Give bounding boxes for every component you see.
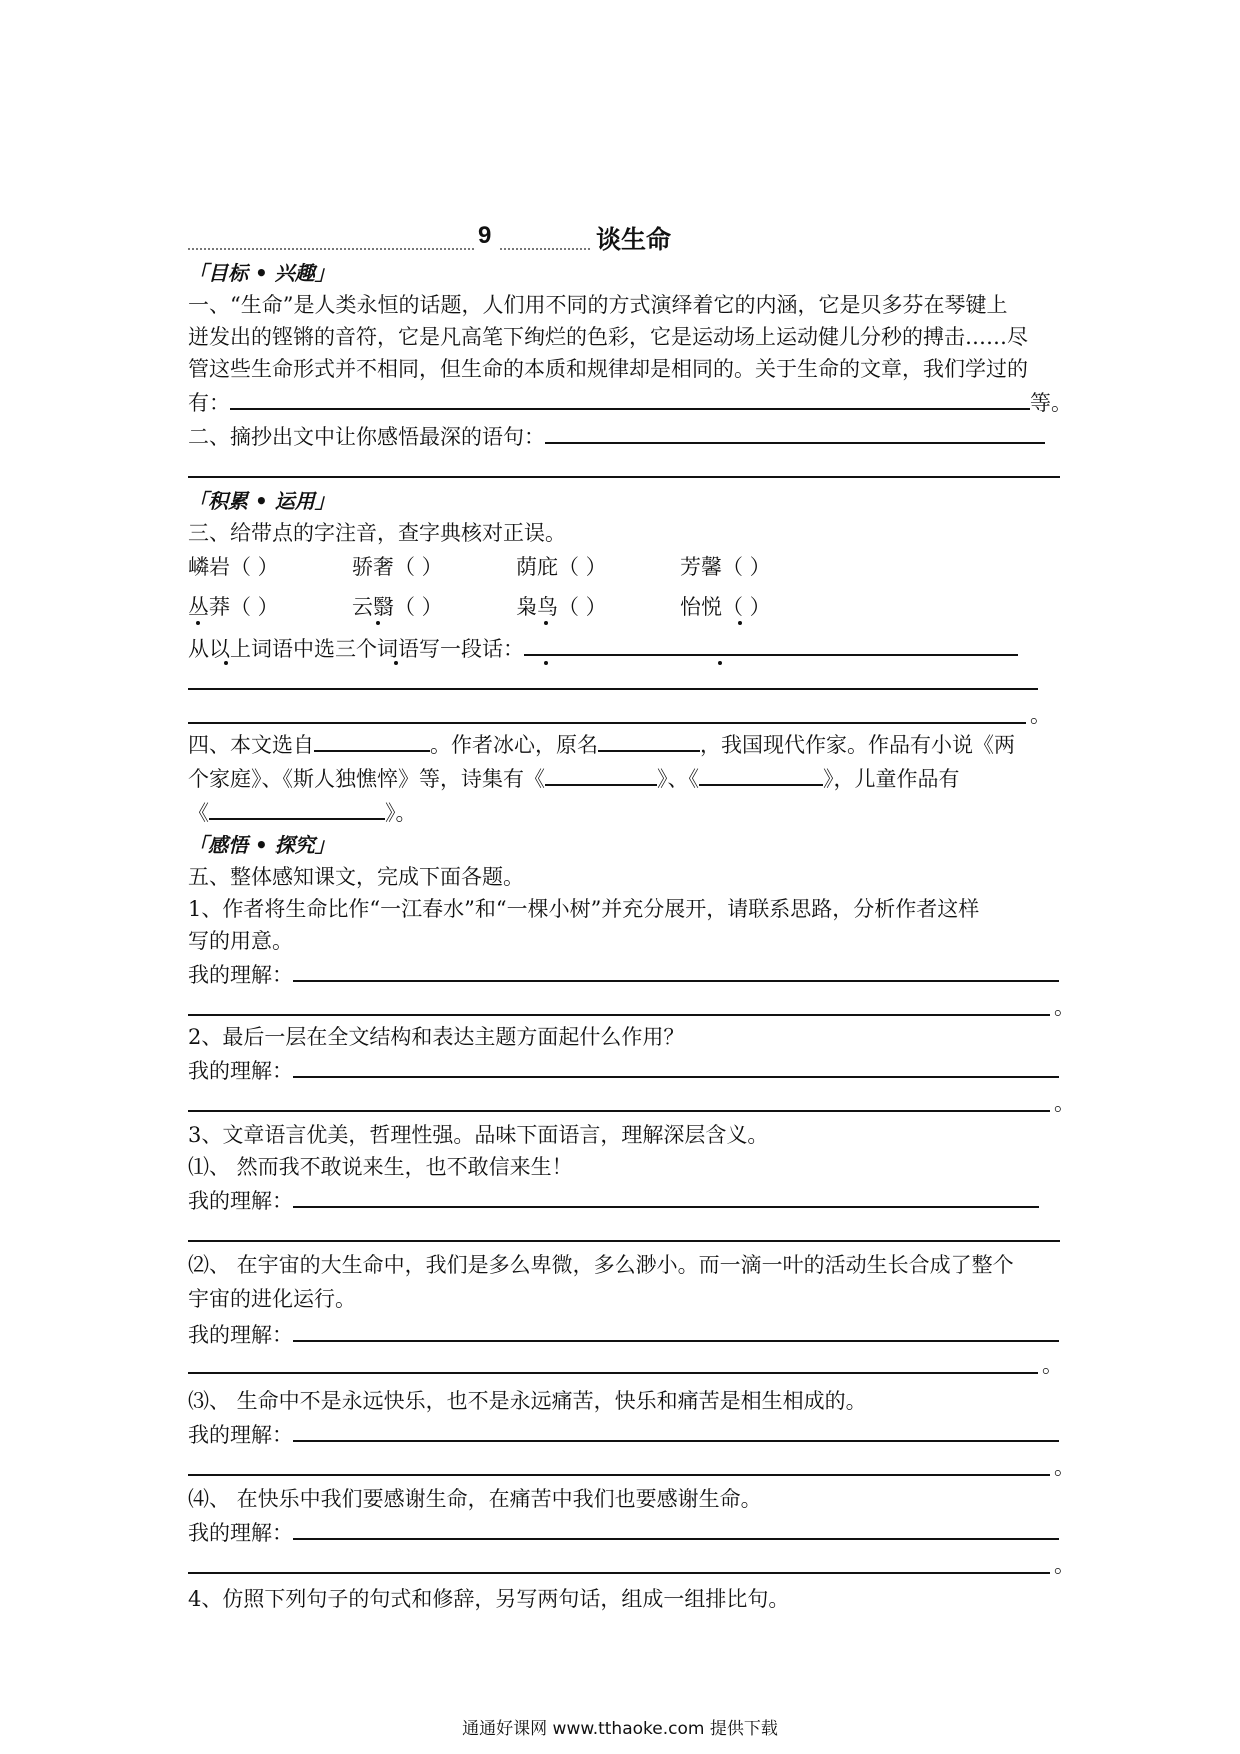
page-title: 谈生命 (596, 225, 672, 254)
word-item: 云翳（ ） (352, 595, 443, 619)
answer-label: 我的理解： (188, 963, 293, 987)
answer-line[interactable] (188, 1474, 1050, 1476)
q4-text: ，我国现代作家。作品有小说《两 (700, 733, 1015, 757)
q5-4: 4、仿照下列句子的句式和修辞，另写两句话，组成一组排比句。 (188, 1587, 790, 1611)
answer-line[interactable] (188, 722, 1026, 724)
leader-dots (500, 248, 590, 250)
word-item: 嶙岩（ ） (188, 555, 279, 579)
q2-prompt: 二、摘抄出文中让你感悟最深的语句： (188, 425, 545, 449)
q4-text: 》，儿童作品有 (823, 767, 960, 791)
q1-suffix: 等。 (1030, 391, 1072, 415)
q4-line3 (188, 796, 417, 828)
sentence-1: ⑴、 然而我不敢说来生，也不敢信来生！ (188, 1155, 573, 1179)
answer-blank[interactable] (209, 796, 385, 820)
answer-line-row (188, 1184, 1039, 1216)
answer-line-row (188, 1054, 1059, 1086)
section-heading: 「感悟 • 探究」 (188, 833, 335, 857)
word-item: 怡悦（ ） (680, 595, 771, 619)
period: 。 (1054, 1091, 1075, 1115)
q4-text: 》、《 (657, 767, 699, 791)
q5-1-line2: 写的用意。 (188, 929, 293, 953)
answer-blank[interactable] (293, 1516, 1059, 1540)
emphasis-dot (376, 621, 380, 625)
sentence-3: ⑶、 生命中不是永远快乐，也不是永远痛苦，快乐和痛苦是相生相成的。 (188, 1389, 867, 1413)
word-item: 枭鸟（ ） (516, 595, 607, 619)
answer-blank[interactable] (699, 762, 823, 786)
section-heading: 「积累 • 运用」 (188, 489, 335, 513)
answer-blank[interactable] (293, 958, 1059, 982)
word-item: 骄奢（ ） (352, 555, 443, 579)
answer-label: 我的理解： (188, 1423, 293, 1447)
answer-label: 我的理解： (188, 1189, 293, 1213)
answer-blank[interactable] (545, 762, 657, 786)
q4-line1 (188, 728, 1015, 760)
emphasis-dot (544, 621, 548, 625)
answer-line[interactable] (188, 1240, 1060, 1242)
answer-line[interactable] (188, 688, 1038, 690)
leader-dots (188, 248, 474, 250)
q5-3: 3、文章语言优美，哲理性强。品味下面语言，理解深层含义。 (188, 1123, 769, 1147)
word-row (188, 592, 844, 622)
answer-line-row (188, 958, 1059, 990)
q1-line1: 一、“生命”是人类永恒的话题，人们用不同的方式演绎着它的内涵，它是贝多芬在琴键上 (188, 293, 1008, 317)
answer-blank[interactable] (314, 728, 430, 752)
q5-prompt: 五、整体感知课文，完成下面各题。 (188, 865, 524, 889)
q1-line2: 迸发出的铿锵的音符，它是凡高笔下绚烂的色彩，它是运动场上运动健儿分秒的搏击……尽 (188, 325, 1028, 349)
word-item: 丛莽（ ） (188, 595, 279, 619)
word-item: 芳馨（ ） (680, 555, 771, 579)
answer-line[interactable] (188, 1110, 1050, 1112)
q3-write-prompt: 从以上词语中选三个词语写一段话： (188, 637, 524, 661)
q4-line2 (188, 762, 960, 794)
answer-line-row (188, 1418, 1059, 1450)
section-heading: 「目标 • 兴趣」 (188, 261, 335, 285)
word-item: 荫庇（ ） (516, 555, 607, 579)
answer-line[interactable] (188, 476, 1060, 478)
q1-line4 (188, 386, 1072, 418)
title-row (188, 222, 828, 256)
q1-line3: 管这些生命形式并不相同，但生命的本质和规律却是相同的。关于生命的文章，我们学过的 (188, 357, 1028, 381)
period: 。 (1042, 1353, 1063, 1377)
lesson-number: 9 (478, 222, 492, 249)
footer: 通通好课网 www.tthaoke.com 提供下载 (462, 1719, 778, 1739)
answer-blank[interactable] (524, 632, 1018, 656)
q5-2: 2、最后一层在全文结构和表达主题方面起什么作用？ (188, 1025, 685, 1049)
answer-line-row (188, 1516, 1059, 1548)
answer-blank[interactable] (293, 1054, 1059, 1078)
emphasis-dot (196, 621, 200, 625)
period: 。 (1054, 1553, 1075, 1577)
period: 。 (1054, 995, 1075, 1019)
q4-text: 》。 (385, 801, 417, 825)
answer-blank[interactable] (293, 1184, 1039, 1208)
sentence-2-line2: 宇宙的进化运行。 (188, 1287, 356, 1311)
answer-line[interactable] (188, 1572, 1050, 1574)
period: 。 (1054, 1455, 1075, 1479)
sentence-4: ⑷、 在快乐中我们要感谢生命，在痛苦中我们也要感谢生命。 (188, 1487, 762, 1511)
q4-text: 四、本文选自 (188, 733, 314, 757)
answer-line[interactable] (188, 1372, 1038, 1374)
answer-line[interactable] (188, 1014, 1050, 1016)
answer-blank[interactable] (545, 420, 1045, 444)
q4-text: 个家庭》、《斯人独憔悴》等，诗集有《 (188, 767, 545, 791)
q3-write-line (188, 632, 1018, 664)
q4-text: 《 (188, 801, 209, 825)
q1-prefix: 有： (188, 391, 230, 415)
q5-1-line1: 1、作者将生命比作“一江春水”和“一棵小树”并充分展开，请联系思路，分析作者这样 (188, 897, 980, 921)
q2-line (188, 420, 1045, 452)
answer-line-row (188, 1318, 1059, 1350)
answer-blank[interactable] (230, 386, 1030, 410)
q4-text: 。作者冰心，原名 (430, 733, 598, 757)
answer-label: 我的理解： (188, 1059, 293, 1083)
answer-label: 我的理解： (188, 1323, 293, 1347)
answer-blank[interactable] (598, 728, 700, 752)
word-row (188, 552, 844, 582)
answer-label: 我的理解： (188, 1521, 293, 1545)
period: 。 (1030, 703, 1051, 727)
sentence-2-line1: ⑵、 在宇宙的大生命中，我们是多么卑微，多么渺小。而一滴一叶的活动生长合成了整个 (188, 1253, 1014, 1277)
emphasis-dot (738, 621, 742, 625)
answer-blank[interactable] (293, 1418, 1059, 1442)
q3-prompt: 三、给带点的字注音，查字典核对正误。 (188, 521, 566, 545)
answer-blank[interactable] (293, 1318, 1059, 1342)
